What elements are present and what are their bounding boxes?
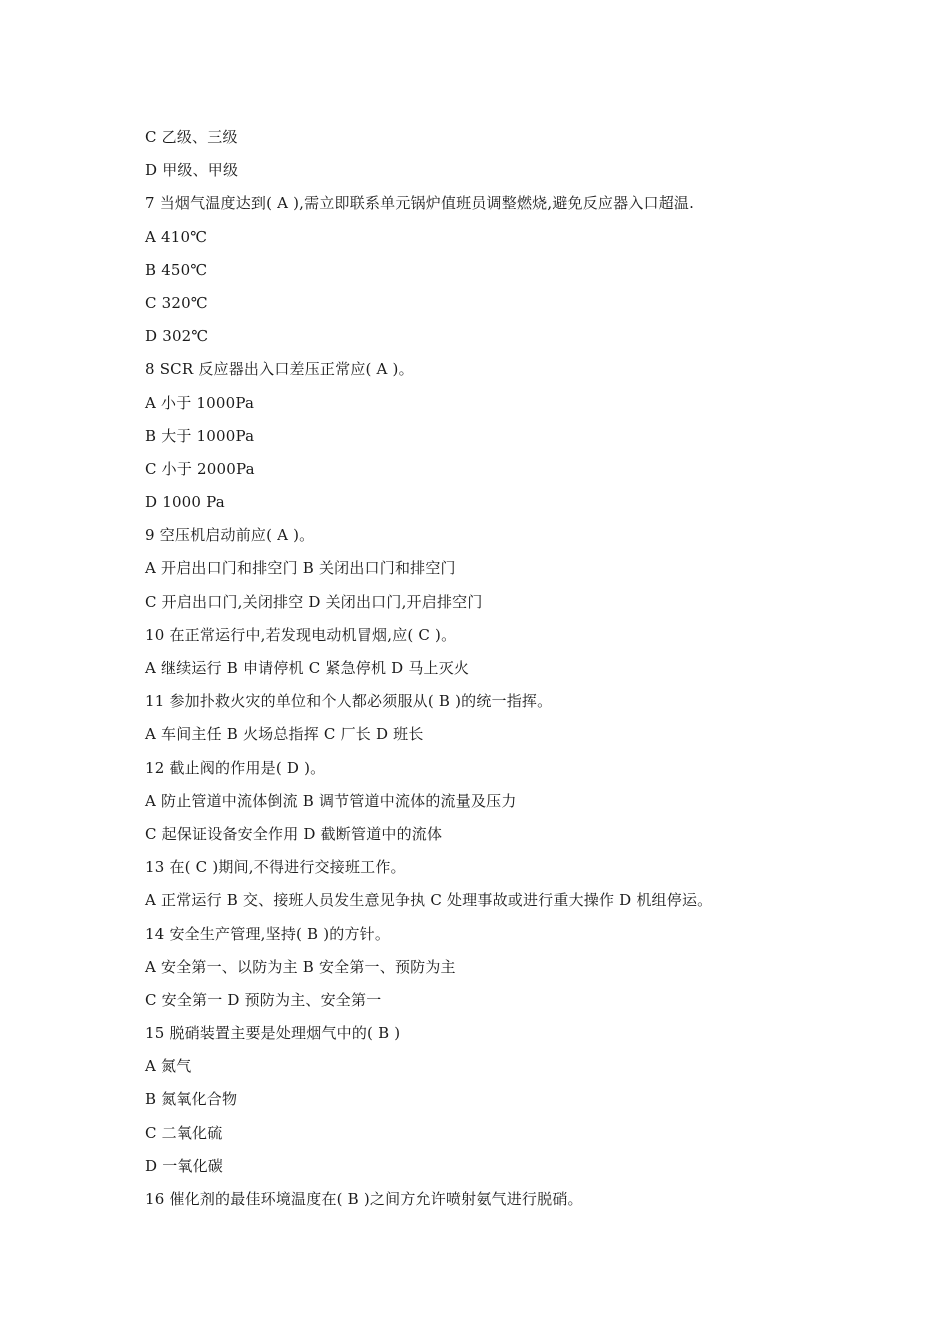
option-line: B 氮氧化合物 xyxy=(145,1090,238,1109)
text-line: D 甲级、甲级 xyxy=(145,161,239,180)
option-line: A 正常运行 B 交、接班人员发生意见争执 C 处理事故或进行重大操作 D 机组停运。 xyxy=(145,891,713,910)
option-line: A 车间主任 B 火场总指挥 C 厂长 D 班长 xyxy=(145,725,424,744)
question-line: 13 在( C )期间,不得进行交接班工作。 xyxy=(145,858,406,877)
option-line: C 安全第一 D 预防为主、安全第一 xyxy=(145,990,382,1009)
question-line: 11 参加扑救火灾的单位和个人都必须服从( B )的统一指挥。 xyxy=(145,692,553,711)
option-line: C 小于 2000Pa xyxy=(145,459,255,478)
option-line: A 开启出口门和排空门 B 关闭出口门和排空门 xyxy=(145,559,456,578)
question-line: 15 脱硝装置主要是处理烟气中的( B ) xyxy=(145,1024,401,1043)
option-line: B 450℃ xyxy=(145,260,208,279)
question-line: 10 在正常运行中,若发现电动机冒烟,应( C )。 xyxy=(145,625,457,644)
question-line: 14 安全生产管理,坚持( B )的方针。 xyxy=(145,924,391,943)
option-line: D 1000 Pa xyxy=(145,493,225,512)
option-line: A 410℃ xyxy=(145,227,208,246)
question-line: 16 催化剂的最佳环境温度在( B )之间方允许喷射氨气进行脱硝。 xyxy=(145,1190,583,1208)
question-line: 7 当烟气温度达到( A ),需立即联系单元锅炉值班员调整燃烧,避免反应器入口超温. xyxy=(145,194,695,213)
option-line: C 开启出口门,关闭排空 D 关闭出口门,开启排空门 xyxy=(145,592,483,611)
document-body xyxy=(145,124,905,1219)
option-line: B 大于 1000Pa xyxy=(145,426,255,445)
question-line: 12 截止阀的作用是( D )。 xyxy=(145,758,326,777)
option-line: A 防止管道中流体倒流 B 调节管道中流体的流量及压力 xyxy=(145,791,517,810)
option-line: A 安全第一、以防为主 B 安全第一、预防为主 xyxy=(145,957,456,976)
option-line: A 氮气 xyxy=(145,1057,192,1076)
option-line: C 二氧化硫 xyxy=(145,1123,223,1142)
option-line: C 320℃ xyxy=(145,293,208,312)
option-line: C 起保证设备安全作用 D 截断管道中的流体 xyxy=(145,824,443,843)
option-line: A 小于 1000Pa xyxy=(145,393,255,412)
text-line: C 乙级、三级 xyxy=(145,128,238,146)
option-line: D 一氧化碳 xyxy=(145,1156,223,1175)
question-line: 8 SCR 反应器出入口差压正常应( A )。 xyxy=(145,360,414,379)
option-line: A 继续运行 B 申请停机 C 紧急停机 D 马上灭火 xyxy=(145,659,470,677)
option-line: D 302℃ xyxy=(145,327,209,346)
question-line: 9 空压机启动前应( A )。 xyxy=(145,526,315,545)
